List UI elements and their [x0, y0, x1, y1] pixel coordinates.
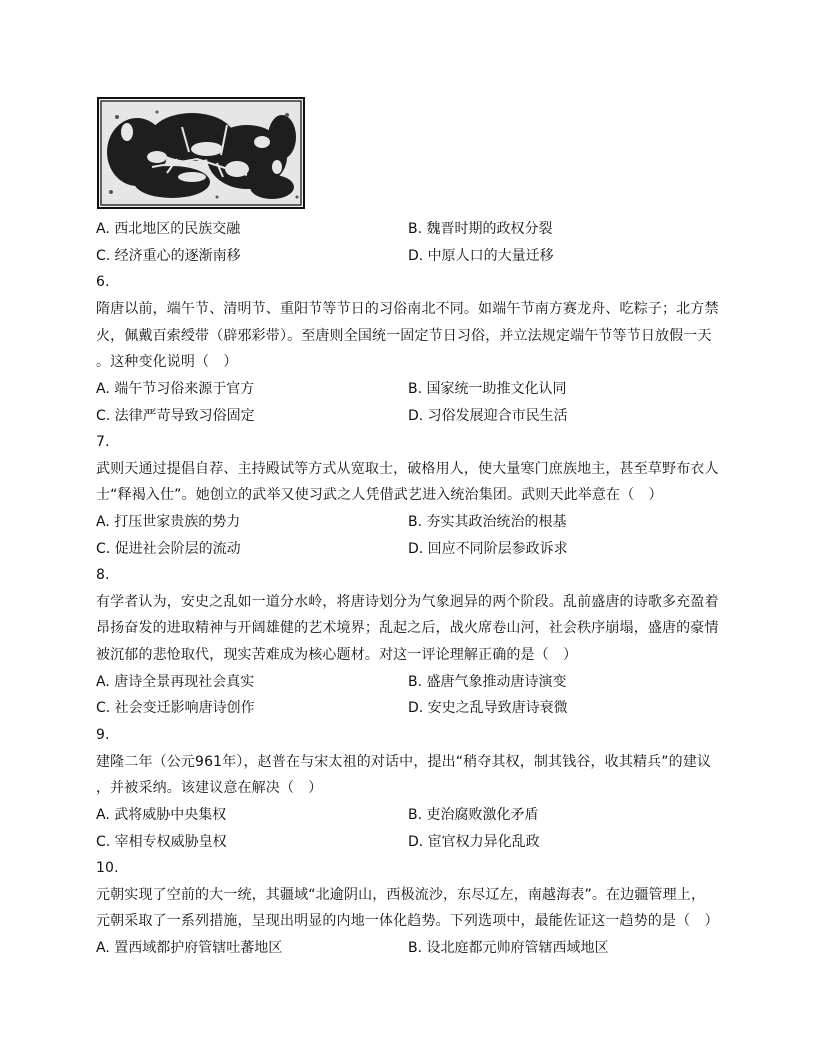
q8-option-b: B. 盛唐气象推动唐诗演变: [408, 674, 567, 690]
rubbing-image: [97, 97, 305, 209]
q6-stem-line-3: 。这种变化说明（ ）: [96, 354, 238, 370]
q8-option-c: C. 社会变迁影响唐诗创作: [96, 700, 255, 716]
q9-option-c: C. 宰相专权威胁皇权: [96, 834, 227, 850]
q5-option-b: B. 魏晋时期的政权分裂: [408, 221, 553, 237]
q9-option-b: B. 吏治腐败激化矛盾: [408, 807, 539, 823]
q5-option-d: D. 中原人口的大量迁移: [408, 248, 554, 264]
q6-option-c: C. 法律严苛导致习俗固定: [96, 408, 255, 424]
q9-option-d: D. 宦官权力异化乱政: [408, 834, 540, 850]
q7-option-c: C. 促进社会阶层的流动: [96, 541, 241, 557]
q8-stem-line-3: 被沉郁的悲怆取代，现实苦难成为核心题材。对这一评论理解正确的是（ ）: [96, 647, 578, 663]
q7-number: 7.: [96, 434, 110, 450]
q10-stem-line-2: 元朝采取了一系列措施，呈现出明显的内地一体化趋势。下列选项中，最能佐证这一趋势的是（ ）: [96, 913, 719, 929]
q6-stem-line-1: 隋唐以前，端午节、清明节、重阳节等节日的习俗南北不同。如端午节南方赛龙舟、吃粽子；北方禁: [96, 301, 719, 317]
q9-number: 9.: [96, 727, 110, 743]
q7-stem-line-1: 武则天通过提倡自荐、主持殿试等方式从宽取士，破格用人，使大量寒门庶族地主，甚至草野布衣人: [96, 461, 719, 477]
q10-option-b: B. 设北庭都元帅府管辖西域地区: [408, 940, 609, 956]
q9-stem-line-2: ，并被采纳。该建议意在解决（ ）: [96, 780, 323, 796]
q8-stem-line-1: 有学者认为，安史之乱如一道分水岭，将唐诗划分为气象迥异的两个阶段。乱前盛唐的诗歌多充盈着: [96, 594, 719, 610]
q8-number: 8.: [96, 567, 110, 583]
q6-option-a: A. 端午节习俗来源于官方: [96, 381, 255, 397]
q7-option-a: A. 打压世家贵族的势力: [96, 514, 241, 530]
q5-option-c: C. 经济重心的逐渐南移: [96, 248, 241, 264]
q8-stem-line-2: 昂扬奋发的进取精神与开阔雄健的艺术境界；乱起之后，战火席卷山河，社会秩序崩塌，盛唐的豪情: [96, 620, 719, 636]
q6-number: 6.: [96, 274, 110, 290]
q10-stem-line-1: 元朝实现了空前的大一统，其疆域“北逾阴山，西极流沙，东尽辽左，南越海表”。在边疆管理上，: [96, 887, 706, 903]
q10-option-a: A. 置西域都护府管辖吐蕃地区: [96, 940, 283, 956]
q8-option-a: A. 唐诗全景再现社会真实: [96, 674, 255, 690]
q10-number: 10.: [96, 860, 119, 876]
q5-option-a: A. 西北地区的民族交融: [96, 221, 241, 237]
q9-stem-line-1: 建隆二年（公元961年），赵普在与宋太祖的对话中，提出“稍夺其权，制其钱谷，收其精兵”的建议: [96, 754, 712, 770]
q8-option-d: D. 安史之乱导致唐诗衰微: [408, 700, 568, 716]
q7-option-b: B. 夯实其政治统治的根基: [408, 514, 567, 530]
q6-option-b: B. 国家统一助推文化认同: [408, 381, 567, 397]
q9-option-a: A. 武将威胁中央集权: [96, 807, 227, 823]
q6-option-d: D. 习俗发展迎合市民生活: [408, 408, 568, 424]
q7-stem-line-2: 士“释褐入仕”。她创立的武举又使习武之人凭借武艺进入统治集团。武则天此举意在（ ）: [96, 487, 663, 503]
q7-option-d: D. 回应不同阶层参政诉求: [408, 541, 568, 557]
q6-stem-line-2: 火，佩戴百索绶带（辟邪彩带）。至唐则全国统一固定节日习俗，并立法规定端午节等节日放假一天: [96, 328, 712, 344]
